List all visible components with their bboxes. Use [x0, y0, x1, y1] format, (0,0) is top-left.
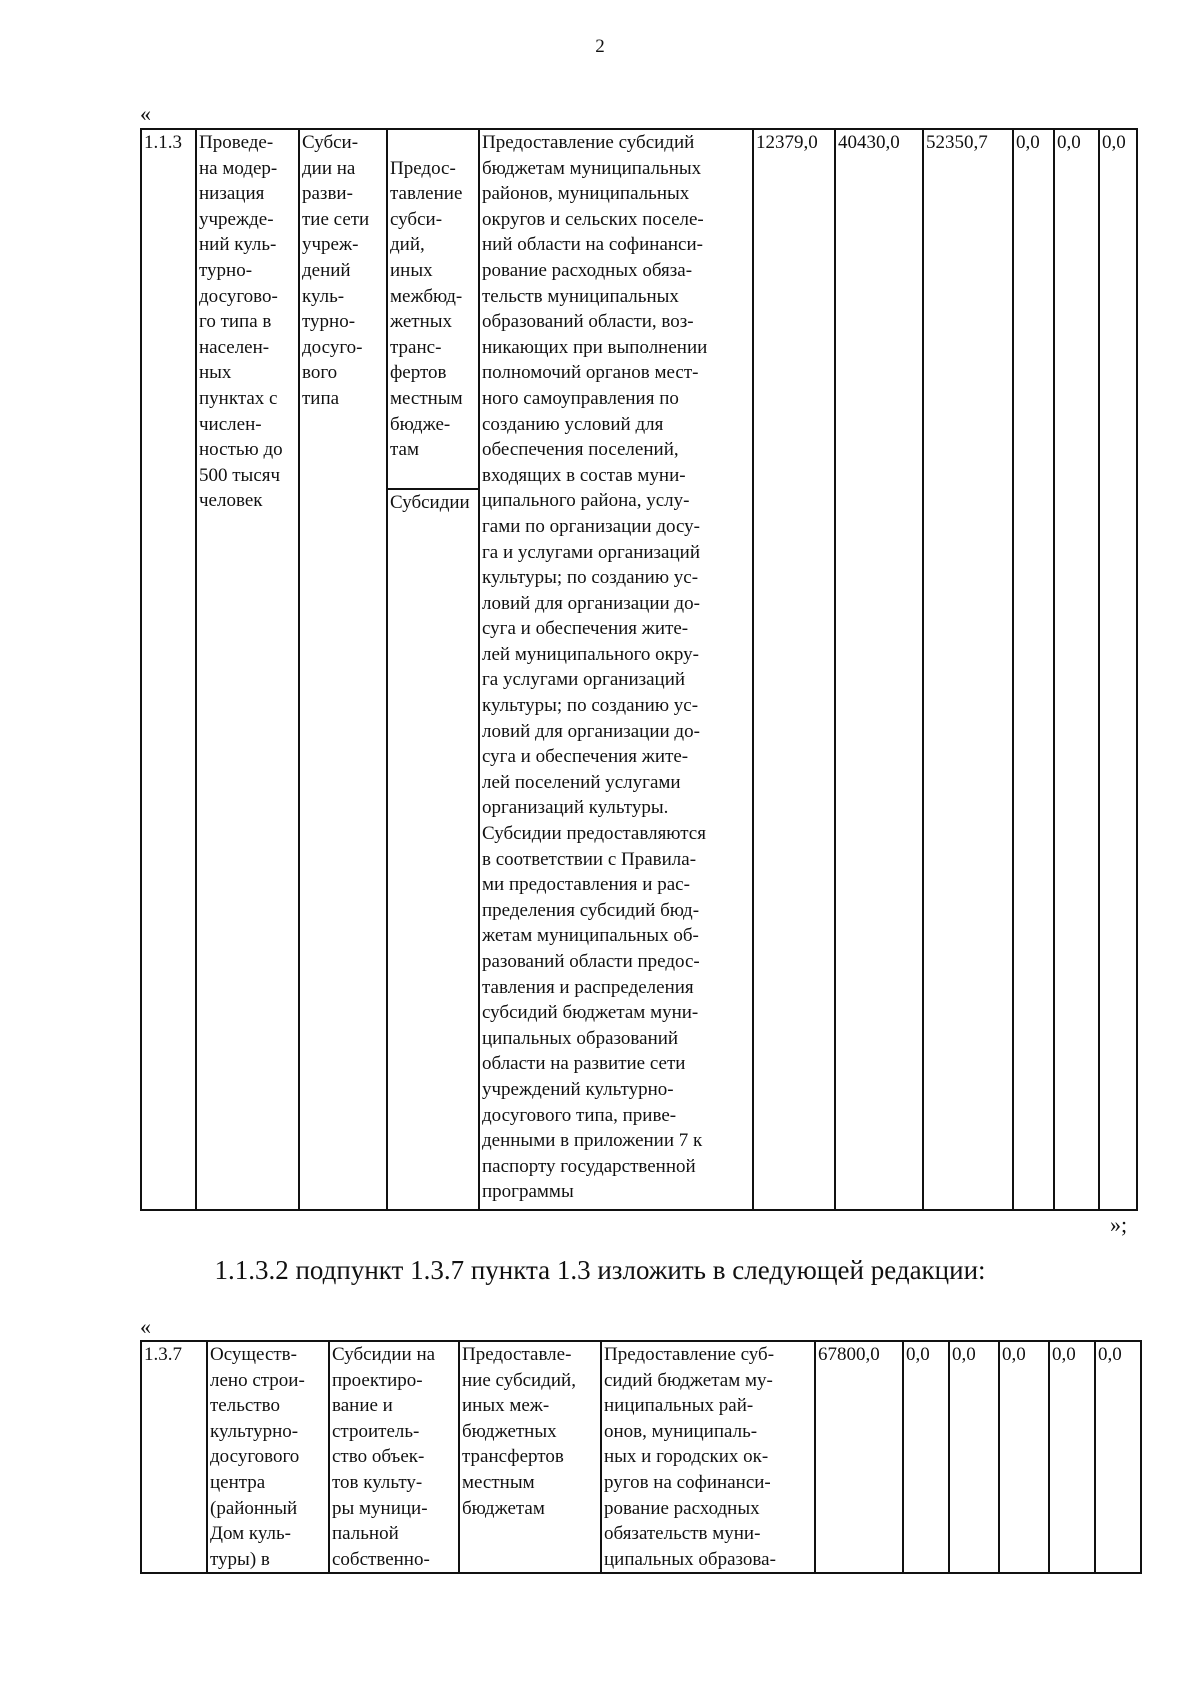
result-cell: Осуществ- лено строи- тельство культурно- досугового центра (районный Дом куль- туры) в: [207, 1341, 329, 1573]
value-cell-2: 40430,0: [835, 129, 923, 1210]
item-number-cell: 1.3.7: [141, 1341, 207, 1573]
item-number-cell: 1.1.3: [141, 129, 196, 1210]
type-subsidy-text: Субсидии: [388, 488, 478, 516]
page-number: 2: [595, 36, 605, 57]
opening-quote-2: «: [140, 1314, 151, 1339]
value-cell-6: 0,0: [1099, 129, 1137, 1210]
table-item-1-1-3: [140, 128, 1138, 1211]
value-cell-3: 0,0: [949, 1341, 999, 1573]
value-cell-3: 52350,7: [923, 129, 1013, 1210]
table-item-1-3-7: [140, 1340, 1142, 1574]
table-row: [141, 129, 1137, 1210]
closing-quote: »;: [1110, 1212, 1128, 1237]
description-cell: Предоставление субсидий бюджетам муниципальных районов, муниципальных округов и сельских поселе- ний области на софинанси- рование расходных обяза- тельств муниципальных образований области, воз- никающих при выполнении полномочий органов мест- ного самоуправления по созданию условий для обеспечения поселений, входящих в состав муни- ципального района, услу- гами по организации досу- га и услугами организаций культуры; по созданию ус- ловий для организации до- суга и обеспечения жите- лей муниципального окру- га услугами организаций культуры; по созданию ус- ловий для организации до- суга и обеспечения жите- лей поселений услугами организаций культуры. Субсидии предоставляются в соответствии с Правила- ми предоставления и рас- пределения субсидий бюд- жетам муниципальных об- разований области предос- тавления и распределения субсидий бюджетам муни- ципальных образований области на развитие сети учреждений культурно- досугового типа, приве- денными в приложении 7 к паспорту государственной программы: [479, 129, 753, 1210]
table-row: [141, 1341, 1141, 1573]
type-cell: Предоставле- ние субсидий, иных меж- бюджетных трансфертов местным бюджетам: [459, 1341, 601, 1573]
type-cell: [387, 129, 479, 1210]
description-cell: Предоставление суб- сидий бюджетам му- ниципальных рай- онов, муниципаль- ных и городских ок- ругов на софинанси- рование расходных обязательств муни- ципальных образова-: [601, 1341, 815, 1573]
measure-cell: Субси- дии на разви- тие сети учреж- дений куль- турно- досуго- вого типа: [299, 129, 387, 1210]
measure-cell: Субсидии на проектиро- вание и строитель- ство объек- тов культу- ры муници- пальной собственно-: [329, 1341, 459, 1573]
section-heading: 1.1.3.2 подпункт 1.3.7 пункта 1.3 изложить в следующей редакции:: [214, 1255, 986, 1285]
value-cell-5: 0,0: [1049, 1341, 1095, 1573]
value-cell-5: 0,0: [1054, 129, 1099, 1210]
type-main-text: Предос- тавление субси- дий, иных межбюд- жетных транс- фертов местным бюдже- там: [390, 157, 463, 461]
value-cell-6: 0,0: [1095, 1341, 1141, 1573]
value-cell-1: 67800,0: [815, 1341, 903, 1573]
value-cell-4: 0,0: [999, 1341, 1049, 1573]
value-cell-1: 12379,0: [753, 129, 835, 1210]
value-cell-4: 0,0: [1013, 129, 1054, 1210]
result-cell: Проведе- на модер- низация учрежде- ний куль- турно- досугово- го типа в населен- ных пунктах с числен- ностью до 500 тысяч человек: [196, 129, 299, 1210]
opening-quote-1: «: [140, 101, 151, 126]
value-cell-2: 0,0: [903, 1341, 949, 1573]
